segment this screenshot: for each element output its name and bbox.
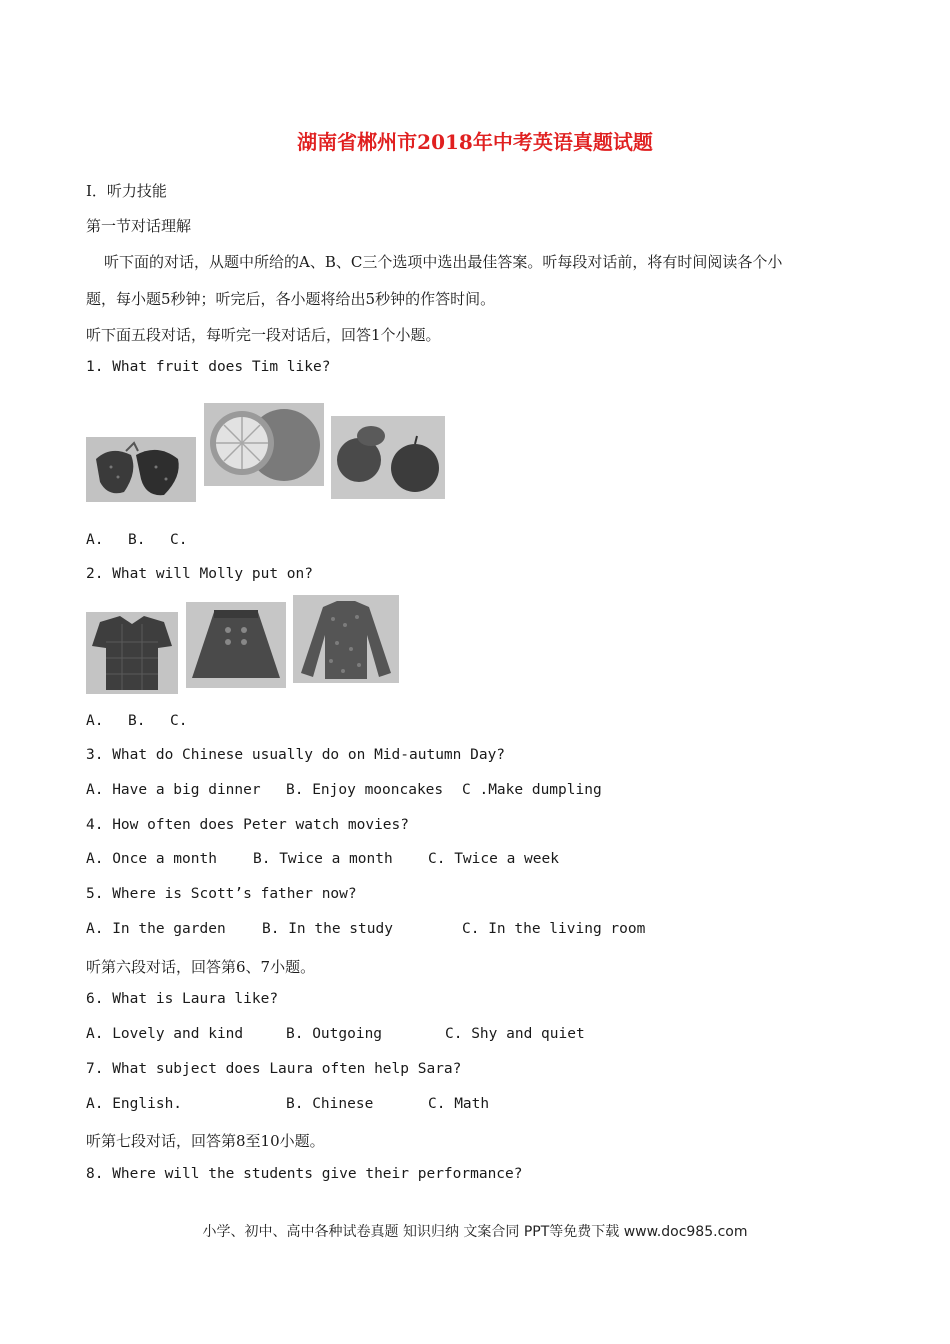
apples-picture xyxy=(331,416,445,499)
option-b: B. Outgoing xyxy=(286,1026,383,1042)
question-4: 4. How often does Peter watch movies? xyxy=(86,817,410,833)
option-c: C. Math xyxy=(428,1096,490,1112)
option-c: C. xyxy=(170,713,188,729)
option-a: A. xyxy=(86,713,104,729)
option-b: B. Chinese xyxy=(286,1096,374,1112)
question-5: 5. Where is Scott’s father now? xyxy=(86,886,357,902)
strawberries-picture xyxy=(86,437,196,502)
document-title: 湖南省郴州市2018年中考英语真题试题 xyxy=(297,130,653,154)
instructions-line-1: 听下面的对话，从题中所给的A、B、C三个选项中选出最佳答案。听每段对话前，将有时间阅读各个小 xyxy=(104,253,783,271)
option-a: A. xyxy=(86,532,104,548)
option-a: A. Lovely and kind xyxy=(86,1026,244,1042)
question-8: 8. Where will the students give their performance? xyxy=(86,1166,523,1182)
instructions-line-2: 题，每小题5秒钟；听完后，各小题将给出5秒钟的作答时间。 xyxy=(86,290,496,308)
option-b: B. Enjoy mooncakes xyxy=(286,782,444,798)
section-heading: I．听力技能 xyxy=(86,182,167,200)
skirt-picture xyxy=(186,602,286,688)
orange-picture xyxy=(204,403,324,486)
option-c: C .Make dumpling xyxy=(462,782,602,798)
footer-text: 小学、初中、高中各种试卷真题 知识归纳 文案合同 PPT等免费下载 www.doc985.com xyxy=(202,1224,748,1240)
option-a: A. In the garden xyxy=(86,921,226,937)
option-a: A. Have a big dinner xyxy=(86,782,261,798)
option-c: C. xyxy=(170,532,188,548)
question-7: 7. What subject does Laura often help Sara? xyxy=(86,1061,462,1077)
option-b: B. Twice a month xyxy=(253,851,393,867)
sweater-picture xyxy=(293,595,399,683)
part-heading: 第一节对话理解 xyxy=(86,217,192,235)
note-seventh-dialogue: 听第七段对话，回答第8至10小题。 xyxy=(86,1132,325,1150)
option-c: C. Twice a week xyxy=(428,851,559,867)
option-c: C. In the living room xyxy=(462,921,646,937)
note-five-dialogues: 听下面五段对话，每听完一段对话后，回答1个小题。 xyxy=(86,326,441,344)
question-2: 2. What will Molly put on? xyxy=(86,566,313,582)
option-b: B. In the study xyxy=(262,921,393,937)
question-1: 1. What fruit does Tim like? xyxy=(86,359,331,375)
option-a: A. English. xyxy=(86,1096,183,1112)
option-a: A. Once a month xyxy=(86,851,217,867)
note-sixth-dialogue: 听第六段对话，回答第6、7小题。 xyxy=(86,958,316,976)
option-b: B. xyxy=(128,532,146,548)
question-3: 3. What do Chinese usually do on Mid-autumn Day? xyxy=(86,747,506,763)
question-6: 6. What is Laura like? xyxy=(86,991,279,1007)
option-b: B. xyxy=(128,713,146,729)
shirt-picture xyxy=(86,612,178,694)
option-c: C. Shy and quiet xyxy=(445,1026,585,1042)
